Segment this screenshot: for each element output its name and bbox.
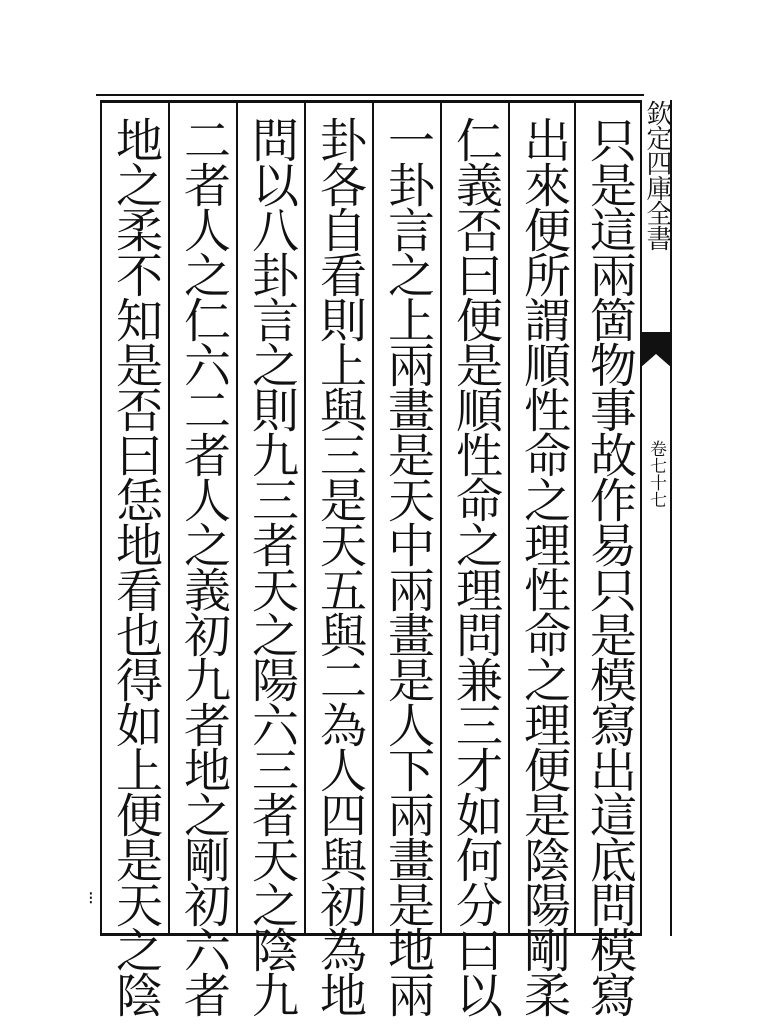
- column-divider: [236, 100, 238, 936]
- text-column-5: 卦各自看則上與三是天五與二為人四與初為地: [312, 116, 367, 1016]
- volume-label: 卷七十七: [646, 440, 666, 508]
- frame-top-rule: [96, 94, 644, 96]
- text-column-1: 只是這兩箇物事故作易只是模寫出這底問模寫: [582, 116, 637, 1016]
- column-divider: [440, 100, 442, 936]
- fishtail-mark-icon: [640, 332, 672, 368]
- column-divider: [168, 100, 170, 936]
- text-column-2: 出來便所謂順性命之理性命之理便是陰陽剛柔: [516, 116, 571, 1016]
- column-divider: [372, 100, 374, 936]
- column-divider: [304, 100, 306, 936]
- column-divider: [574, 100, 576, 936]
- text-column-4: 一卦言之上兩畫是天中兩畫是人下兩畫是地兩: [380, 116, 435, 1016]
- column-divider: [508, 100, 510, 936]
- text-column-8: 地之柔不知是否曰恁地看也得如上便是天之陰: [108, 116, 163, 1016]
- text-column-7: 二者人之仁六二者人之義初九者地之剛初六者: [176, 116, 231, 1016]
- margin-dots-icon: ⁝: [88, 888, 94, 909]
- book-title: 欽定四庫全書: [642, 100, 672, 250]
- text-column-6: 問以八卦言之則九三者天之陽六三者天之陰九: [244, 116, 299, 1016]
- text-column-3: 仁義否曰便是順性命之理問兼三才如何分曰以: [448, 116, 503, 1016]
